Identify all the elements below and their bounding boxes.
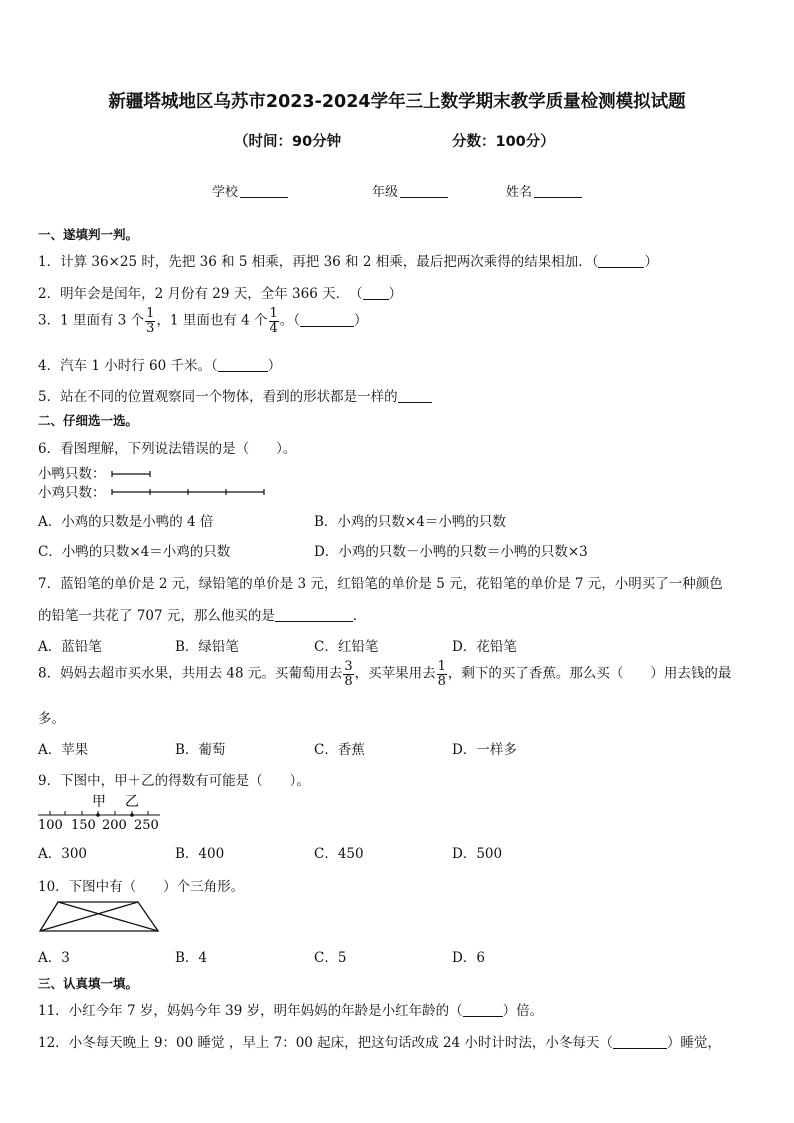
paren-close: ） <box>354 312 368 329</box>
section-3-heading: 三、认真填一填。 <box>38 976 139 991</box>
question-8-option-d[interactable]: D．一样多 <box>452 742 517 758</box>
paren-close: ） <box>388 286 403 302</box>
question-7-period: ． <box>352 608 367 624</box>
question-1-text: 1．计算 36×25 时，先把 36 和 5 相乘，再把 36 和 2 相乘，最后把两次乘得的结果相加．（ <box>38 254 599 270</box>
question-10-option-d[interactable]: D．6 <box>452 950 485 966</box>
question-7-blank[interactable] <box>275 609 353 622</box>
question-6-option-a[interactable]: A．小鸡的只数是小鸭的 4 倍 <box>38 514 214 530</box>
question-6-option-c[interactable]: C．小鸭的只数×4＝小鸡的只数 <box>38 544 231 560</box>
question-2 <box>38 282 402 302</box>
question-10-option-a[interactable]: A．3 <box>38 950 70 966</box>
question-8-option-c[interactable]: C．香蕉 <box>314 742 365 758</box>
question-5 <box>38 385 432 405</box>
number-line <box>36 792 166 832</box>
chick-segment <box>112 489 264 495</box>
question-12-blank[interactable] <box>613 1036 667 1049</box>
question-11-text: 11．小红今年 7 岁，妈妈今年 39 岁，明年妈妈的年龄是小红年龄的（ <box>38 1003 463 1019</box>
numerator: 3 <box>344 659 353 674</box>
question-10-text: 10．下图中有（ ）个三角形。 <box>38 879 245 895</box>
grade-field[interactable] <box>372 181 448 200</box>
question-3 <box>38 307 368 335</box>
point-jia <box>96 813 100 817</box>
label-yi: 乙 <box>125 794 139 810</box>
trapezoid-diagonal-1 <box>58 902 158 931</box>
exam-title: 新疆塔城地区乌苏市2023-2024学年三上数学期末教学质量检测模拟试题 <box>108 92 686 112</box>
duck-segment <box>112 471 150 477</box>
grade-label: 年级 <box>372 185 399 200</box>
school-blank[interactable] <box>240 184 288 198</box>
question-5-text: 5．站在不同的位置观察同一个物体，看到的形状都是一样的 <box>38 389 398 405</box>
name-field[interactable] <box>506 181 582 200</box>
question-7-text: 的铅笔一共花了 707 元，那么他买的是 <box>38 608 275 624</box>
question-9-option-a[interactable]: A．300 <box>38 846 88 862</box>
grade-blank[interactable] <box>400 184 448 198</box>
chick-count-label: 小鸡只数： <box>38 485 106 501</box>
numerator: 1 <box>437 659 446 674</box>
question-4-text: 4．汽车 1 小时行 60 千米。（ <box>38 358 218 374</box>
question-8-option-a[interactable]: A．苹果 <box>38 742 89 758</box>
question-12 <box>38 1031 721 1051</box>
question-8-text-a: 8．妈妈去超市买水果，共用去 48 元。买葡萄用去 <box>38 665 343 682</box>
question-2-blank[interactable] <box>363 287 389 300</box>
name-label: 姓名 <box>506 185 533 200</box>
question-3-text-a: 3．1 里面有 3 个 <box>38 312 145 329</box>
label-jia: 甲 <box>92 794 106 810</box>
fraction-one-third <box>145 307 155 335</box>
question-9-text: 9．下图中，甲＋乙的得数有可能是（ ）。 <box>38 773 310 789</box>
paren-close: ） <box>644 254 658 270</box>
question-10-option-b[interactable]: B．4 <box>175 950 208 966</box>
denominator: 4 <box>269 320 278 336</box>
question-8-text-b: ，买苹果用去 <box>354 665 436 682</box>
numerator: 1 <box>269 306 278 321</box>
paren-close: ） <box>267 358 282 374</box>
question-8-option-b[interactable]: B．葡萄 <box>175 742 226 758</box>
trapezoid-figure <box>38 900 162 934</box>
question-7-option-c[interactable]: C．红铅笔 <box>314 639 379 655</box>
question-7-line-2 <box>38 604 366 624</box>
question-1-blank[interactable] <box>598 255 644 268</box>
fraction-one-quarter <box>269 307 279 335</box>
question-2-text: 2．明年会是闰年，2 月份有 29 天，全年 366 天． （ <box>38 286 363 302</box>
question-12-text: 12．小冬每天晚上 9：00 睡觉 ，早上 7：00 起床，把这句话改成 24 小时计时法，小冬每天（ <box>38 1035 613 1051</box>
tick-250: 250 <box>134 818 159 833</box>
time-limit: （时间：90分钟 <box>234 134 342 150</box>
question-9-option-b[interactable]: B．400 <box>175 846 225 862</box>
segment-diagram <box>108 470 268 498</box>
tick-200: 200 <box>102 818 127 833</box>
school-label: 学校 <box>212 185 239 200</box>
question-7-option-b[interactable]: B．绿铅笔 <box>175 639 239 655</box>
question-7-option-d[interactable]: D．花铅笔 <box>452 639 517 655</box>
denominator: 3 <box>146 320 155 336</box>
tick-150: 150 <box>71 818 96 833</box>
question-3-text-c: 。（ <box>279 312 301 329</box>
question-11-tail: ）倍。 <box>502 1003 544 1019</box>
question-9-option-d[interactable]: D．500 <box>452 846 503 862</box>
name-blank[interactable] <box>534 184 582 198</box>
fraction-one-eighth <box>437 660 447 688</box>
question-11-blank[interactable] <box>463 1004 503 1017</box>
question-8-text-c: ，剩下的买了香蕉。那么买（ ）用去钱的最 <box>447 665 732 682</box>
point-yi <box>130 813 134 817</box>
fraction-three-eighths <box>343 660 353 688</box>
denominator: 8 <box>437 673 446 689</box>
tick-100: 100 <box>38 818 63 833</box>
question-6-text: 6．看图理解，下列说法错误的是（ ）。 <box>38 441 297 457</box>
question-8-line-1 <box>38 660 731 688</box>
question-3-text-b: ，1 里面也有 4 个 <box>156 312 268 329</box>
duck-count-label: 小鸭只数： <box>38 466 106 482</box>
question-10-option-c[interactable]: C．5 <box>314 950 347 966</box>
question-9-option-c[interactable]: C．450 <box>314 846 364 862</box>
question-8-line-2: 多。 <box>38 711 65 727</box>
denominator: 8 <box>344 673 353 689</box>
question-5-blank[interactable] <box>398 390 432 403</box>
question-1 <box>38 250 658 270</box>
trapezoid-outline <box>40 902 158 931</box>
question-6-option-b[interactable]: B．小鸡的只数×4＝小鸭的只数 <box>314 514 506 530</box>
question-7-option-a[interactable]: A．蓝铅笔 <box>38 639 102 655</box>
section-2-heading: 二、仔细选一选。 <box>38 413 139 428</box>
question-11 <box>38 999 543 1019</box>
question-4-blank[interactable] <box>218 359 268 372</box>
school-field[interactable] <box>212 181 288 200</box>
question-12-tail: ）睡觉， <box>666 1035 721 1051</box>
question-3-blank[interactable] <box>300 314 354 327</box>
section-1-heading: 一、遂填判一判。 <box>38 227 139 242</box>
total-score: 分数：100分） <box>452 134 555 150</box>
question-6-option-d[interactable]: D．小鸡的只数－小鸭的只数＝小鸭的只数×3 <box>314 544 588 560</box>
numerator: 1 <box>146 306 155 321</box>
question-7-line-1: 7．蓝铅笔的单价是 2 元，绿铅笔的单价是 3 元，红铅笔的单价是 5 元，花铅笔的单价是 7 元，小明买了一种颜色 <box>38 576 723 592</box>
question-4 <box>38 354 281 374</box>
